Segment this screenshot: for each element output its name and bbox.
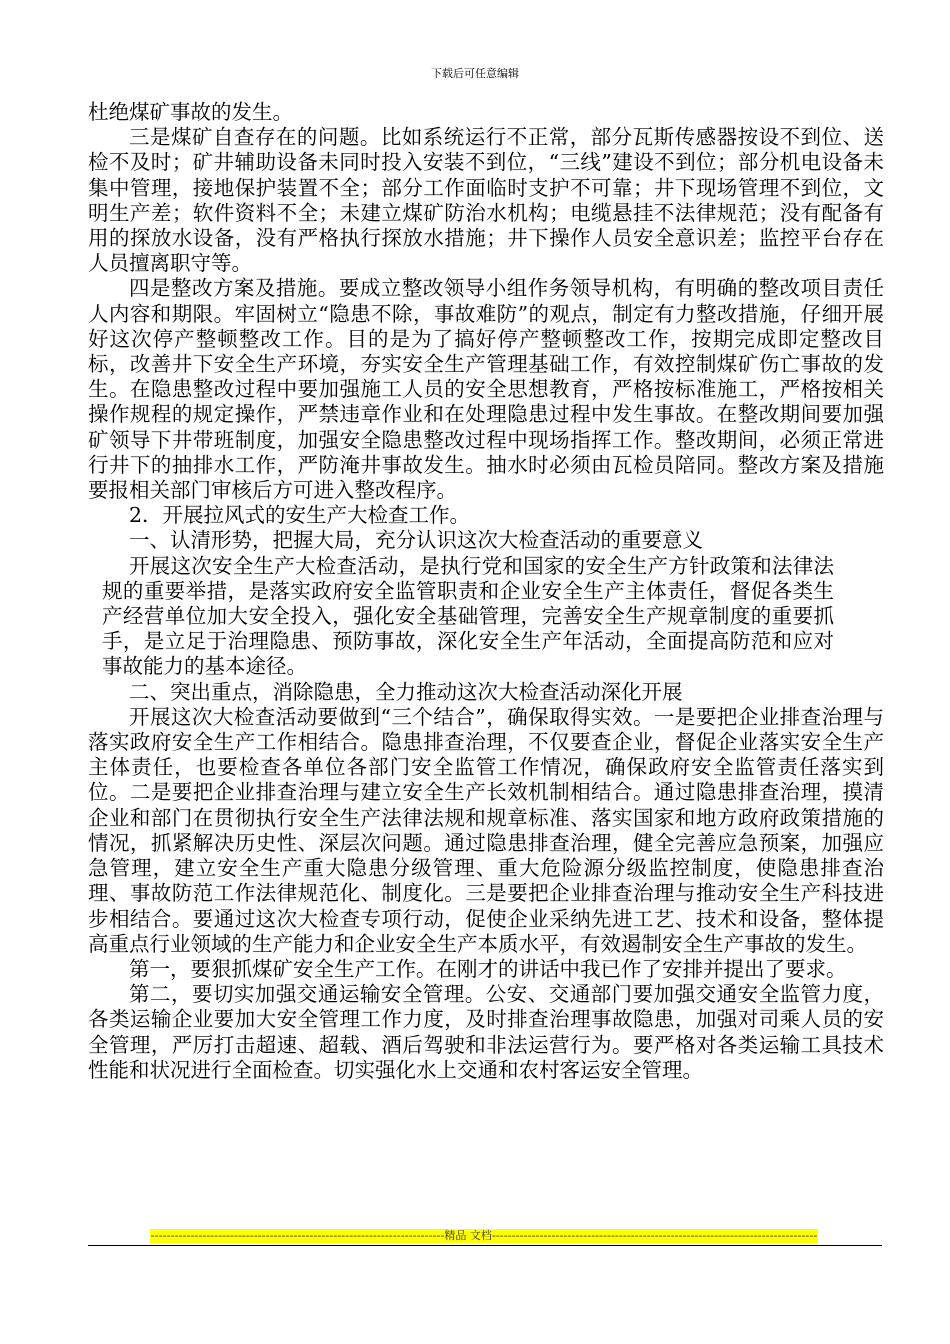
paragraph-heading-section-one: 一、认清形势，把握大局，充分认识这次大检查活动的重要意义 — [129, 528, 703, 553]
paragraph-rectification-plan: 四是整改方案及措施。要成立整改领导小组作务领导机构，有明确的整改项目责任人内容和期限。牢固树立“隐患不除，事故难防”的观点，制定有力整改措施，仔细开展好这次停产整顿整改工作。目的是为了搞好停产整顿整改工作，按期完成即定整改目标，改善井下安全生产环境，夯实安全生产管理基础工作，有效控制煤矿伤亡事故的发生。在隐患整改过程中要加强施工人员的安全思想教育，严格按标准施工，严格按相关操作规程的规定操作，严禁违章作业和在处理隐患过程中发生事故。在整改期间要加强矿领导下井带班制度，加强安全隐患整改过程中现场指挥工作。整改期间，必须正常进行井下的抽排水工作，严防淹井事故发生。抽水时必须由瓦检员陪同。整改方案及措施要报相关部门审核后方可进入整改程序。 — [88, 276, 884, 503]
footer-highlight-banner: --------------------------------------------------------------------------精品 文档---------------------------------------------------------------------------------- — [150, 1229, 818, 1242]
page-header-note: 下载后可任意编辑 — [431, 67, 519, 80]
paragraph-heading-section-two: 二、突出重点，消除隐患，全力推动这次大检查活动深化开展 — [129, 679, 683, 704]
paragraph-significance: 开展这次安全生产大检查活动，是执行党和国家的安全生产方针政策和法律法规的重要举措，是落实政府安全监管职责和企业安全生产主体责任，督促各类生产经营单位加大安全投入，强化安全基础管理，完善安全生产规章制度的重要抓手，是立足于治理隐患、预防事故，深化安全生产年活动，全面提高防范和应对事故能力的基本途径。 — [102, 553, 834, 679]
paragraph-continuation: 杜绝煤矿事故的发生。 — [88, 100, 293, 124]
paragraph-three-combinations: 开展这次大检查活动要做到“三个结合”，确保取得实效。一是要把企业排查治理与落实政府安全生产工作相结合。隐患排查治理，不仅要查企业，督促企业落实安全生产主体责任，也要检查各单位各部门安全监管工作情况，确保政府安全监管责任落实到位。二是要把企业排查治理与建立安全生产长效机制相结合。通过隐患排查治理，摸清企业和部门在贯彻执行安全生产法律法规和规章标准、落实国家和地方政府政策措施的情况，抓紧解决历史性、深层次问题。通过隐患排查治理，健全完善应急预案，加强应急管理，建立安全生产重大隐患分级管理、重大危险源分级监控制度，使隐患排查治理、事故防范工作法律规范化、制度化。三是要把企业排查治理与推动安全生产科技进步相结合。要通过这次大检查专项行动，促使企业采纳先进工艺、技术和设备，整体提高重点行业领域的生产能力和企业安全生产本质水平，有效遏制安全生产事故的发生。 — [88, 704, 884, 956]
paragraph-point-one-coal-mine: 第一，要狠抓煤矿安全生产工作。在刚才的讲话中我已作了安排并提出了要求。 — [129, 956, 847, 981]
paragraph-heading-inspection-campaign: 2．开展拉风式的安生产大检查工作。 — [129, 503, 471, 528]
document-body — [88, 100, 884, 1083]
paragraph-self-inspection-issues: 三是煤矿自查存在的问题。比如系统运行不正常，部分瓦斯传感器按设不到位、送检不及时；矿井辅助设备未同时投入安装不到位，“三线”建设不到位；部分机电设备未集中管理，接地保护装置不全；部分工作面临时支护不可靠；井下现场管理不到位，文明生产差；软件资料不全；未建立煤矿防治水机构；电缆悬挂不法律规范；没有配备有用的探放水设备，没有严格执行探放水措施；井下操作人员安全意识差；监控平台存在人员擅离职守等。 — [88, 125, 884, 276]
footer-divider — [88, 1245, 882, 1246]
paragraph-point-two-transport: 第二，要切实加强交通运输安全管理。公安、交通部门要加强交通安全监管力度，各类运输企业要加大安全管理工作力度，及时排查治理事故隐患，加强对司乘人员的安全管理，严厉打击超速、超载、酒后驾驶和非法运营行为。要严格对各类运输工具技术性能和状况进行全面检查。切实强化水上交通和农村客运安全管理。 — [88, 982, 884, 1082]
